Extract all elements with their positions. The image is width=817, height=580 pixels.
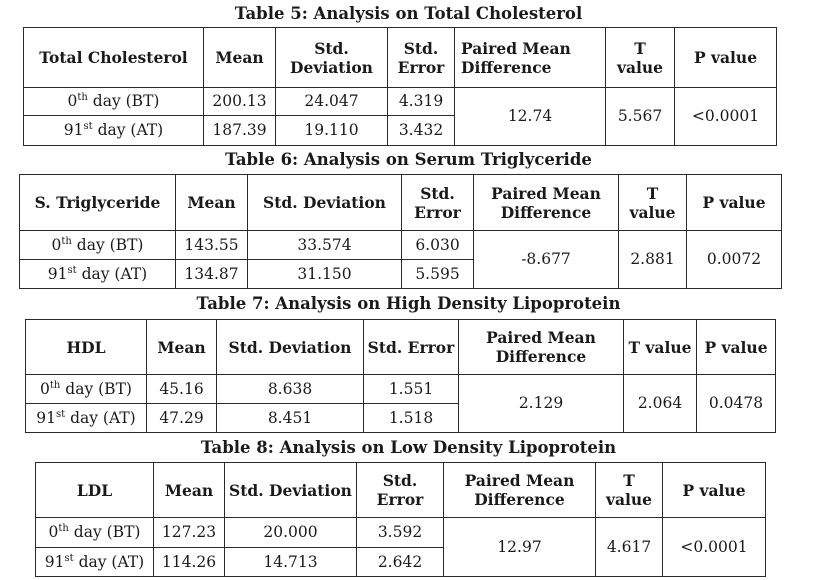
t-value: 5.567 <box>606 88 675 146</box>
se-value: 2.642 <box>357 548 444 577</box>
header-t-value: T value <box>624 320 697 375</box>
header-mean: Mean <box>154 463 225 518</box>
table-8 <box>35 462 766 577</box>
table-8-caption: Table 8: Analysis on Low Density Lipoprotein <box>200 438 617 457</box>
sd-value: 31.150 <box>248 260 402 289</box>
header-std-deviation: Std. Deviation <box>217 320 364 375</box>
header-paired-mean-difference: Paired Mean Difference <box>444 463 596 518</box>
table-row <box>36 518 766 548</box>
mean-value: 114.26 <box>154 548 225 577</box>
header-std-error: Std. Error <box>402 175 474 231</box>
se-value: 5.595 <box>402 260 474 289</box>
table-6 <box>19 174 782 289</box>
sd-value: 14.713 <box>225 548 357 577</box>
se-value: 1.518 <box>364 404 459 433</box>
paired-mean-difference-value: 2.129 <box>459 375 624 433</box>
header-std-deviation: Std. Deviation <box>248 175 402 231</box>
table-6-caption: Table 6: Analysis on Serum Triglyceride <box>225 150 592 169</box>
header-p-value: P value <box>687 175 782 231</box>
t-value: 4.617 <box>596 518 663 577</box>
header-paired-mean-difference: Paired Mean Difference <box>455 28 606 88</box>
t-value: 2.064 <box>624 375 697 433</box>
mean-value: 134.87 <box>176 260 248 289</box>
header-mean: Mean <box>176 175 248 231</box>
table-7-caption: Table 7: Analysis on High Density Lipoprotein <box>196 294 621 313</box>
se-value: 3.432 <box>388 116 455 146</box>
header-parameter: LDL <box>36 463 154 518</box>
p-value: <0.0001 <box>675 88 777 146</box>
header-p-value: P value <box>697 320 776 375</box>
header-std-deviation: Std. Deviation <box>225 463 357 518</box>
header-t-value: T value <box>606 28 675 88</box>
header-mean: Mean <box>147 320 217 375</box>
header-paired-mean-difference: Paired Mean Difference <box>474 175 619 231</box>
p-value: 0.0478 <box>697 375 776 433</box>
table-5-caption: Table 5: Analysis on Total Cholesterol <box>234 4 583 23</box>
sd-value: 24.047 <box>276 88 388 116</box>
row-label: 91st day (AT) <box>26 404 147 433</box>
sd-value: 20.000 <box>225 518 357 548</box>
p-value: 0.0072 <box>687 231 782 289</box>
header-p-value: P value <box>663 463 766 518</box>
row-label: 0th day (BT) <box>20 231 176 260</box>
mean-value: 187.39 <box>204 116 276 146</box>
row-label: 0th day (BT) <box>26 375 147 404</box>
mean-value: 200.13 <box>204 88 276 116</box>
mean-value: 143.55 <box>176 231 248 260</box>
p-value: <0.0001 <box>663 518 766 577</box>
se-value: 1.551 <box>364 375 459 404</box>
paired-mean-difference-value: 12.97 <box>444 518 596 577</box>
header-std-deviation: Std. Deviation <box>276 28 388 88</box>
t-value: 2.881 <box>619 231 687 289</box>
header-t-value: T value <box>596 463 663 518</box>
header-p-value: P value <box>675 28 777 88</box>
sd-value: 8.451 <box>217 404 364 433</box>
table-7 <box>25 319 776 433</box>
paired-mean-difference-value: -8.677 <box>474 231 619 289</box>
header-mean: Mean <box>204 28 276 88</box>
se-value: 6.030 <box>402 231 474 260</box>
sd-value: 19.110 <box>276 116 388 146</box>
header-parameter: Total Cholesterol <box>24 28 204 88</box>
table-5 <box>23 27 777 146</box>
se-value: 3.592 <box>357 518 444 548</box>
row-label: 91st day (AT) <box>36 548 154 577</box>
mean-value: 47.29 <box>147 404 217 433</box>
row-label: 91st day (AT) <box>24 116 204 146</box>
se-value: 4.319 <box>388 88 455 116</box>
mean-value: 127.23 <box>154 518 225 548</box>
header-std-error: Std. Error <box>357 463 444 518</box>
header-t-value: T value <box>619 175 687 231</box>
table-row <box>24 88 777 116</box>
row-label: 91st day (AT) <box>20 260 176 289</box>
mean-value: 45.16 <box>147 375 217 404</box>
sd-value: 8.638 <box>217 375 364 404</box>
row-label: 0th day (BT) <box>24 88 204 116</box>
sd-value: 33.574 <box>248 231 402 260</box>
paired-mean-difference-value: 12.74 <box>455 88 606 146</box>
header-parameter: HDL <box>26 320 147 375</box>
row-label: 0th day (BT) <box>36 518 154 548</box>
header-paired-mean-difference: Paired Mean Difference <box>459 320 624 375</box>
table-row <box>20 231 782 260</box>
header-std-error: Std. Error <box>388 28 455 88</box>
header-std-error: Std. Error <box>364 320 459 375</box>
header-parameter: S. Triglyceride <box>20 175 176 231</box>
table-row <box>26 375 776 404</box>
